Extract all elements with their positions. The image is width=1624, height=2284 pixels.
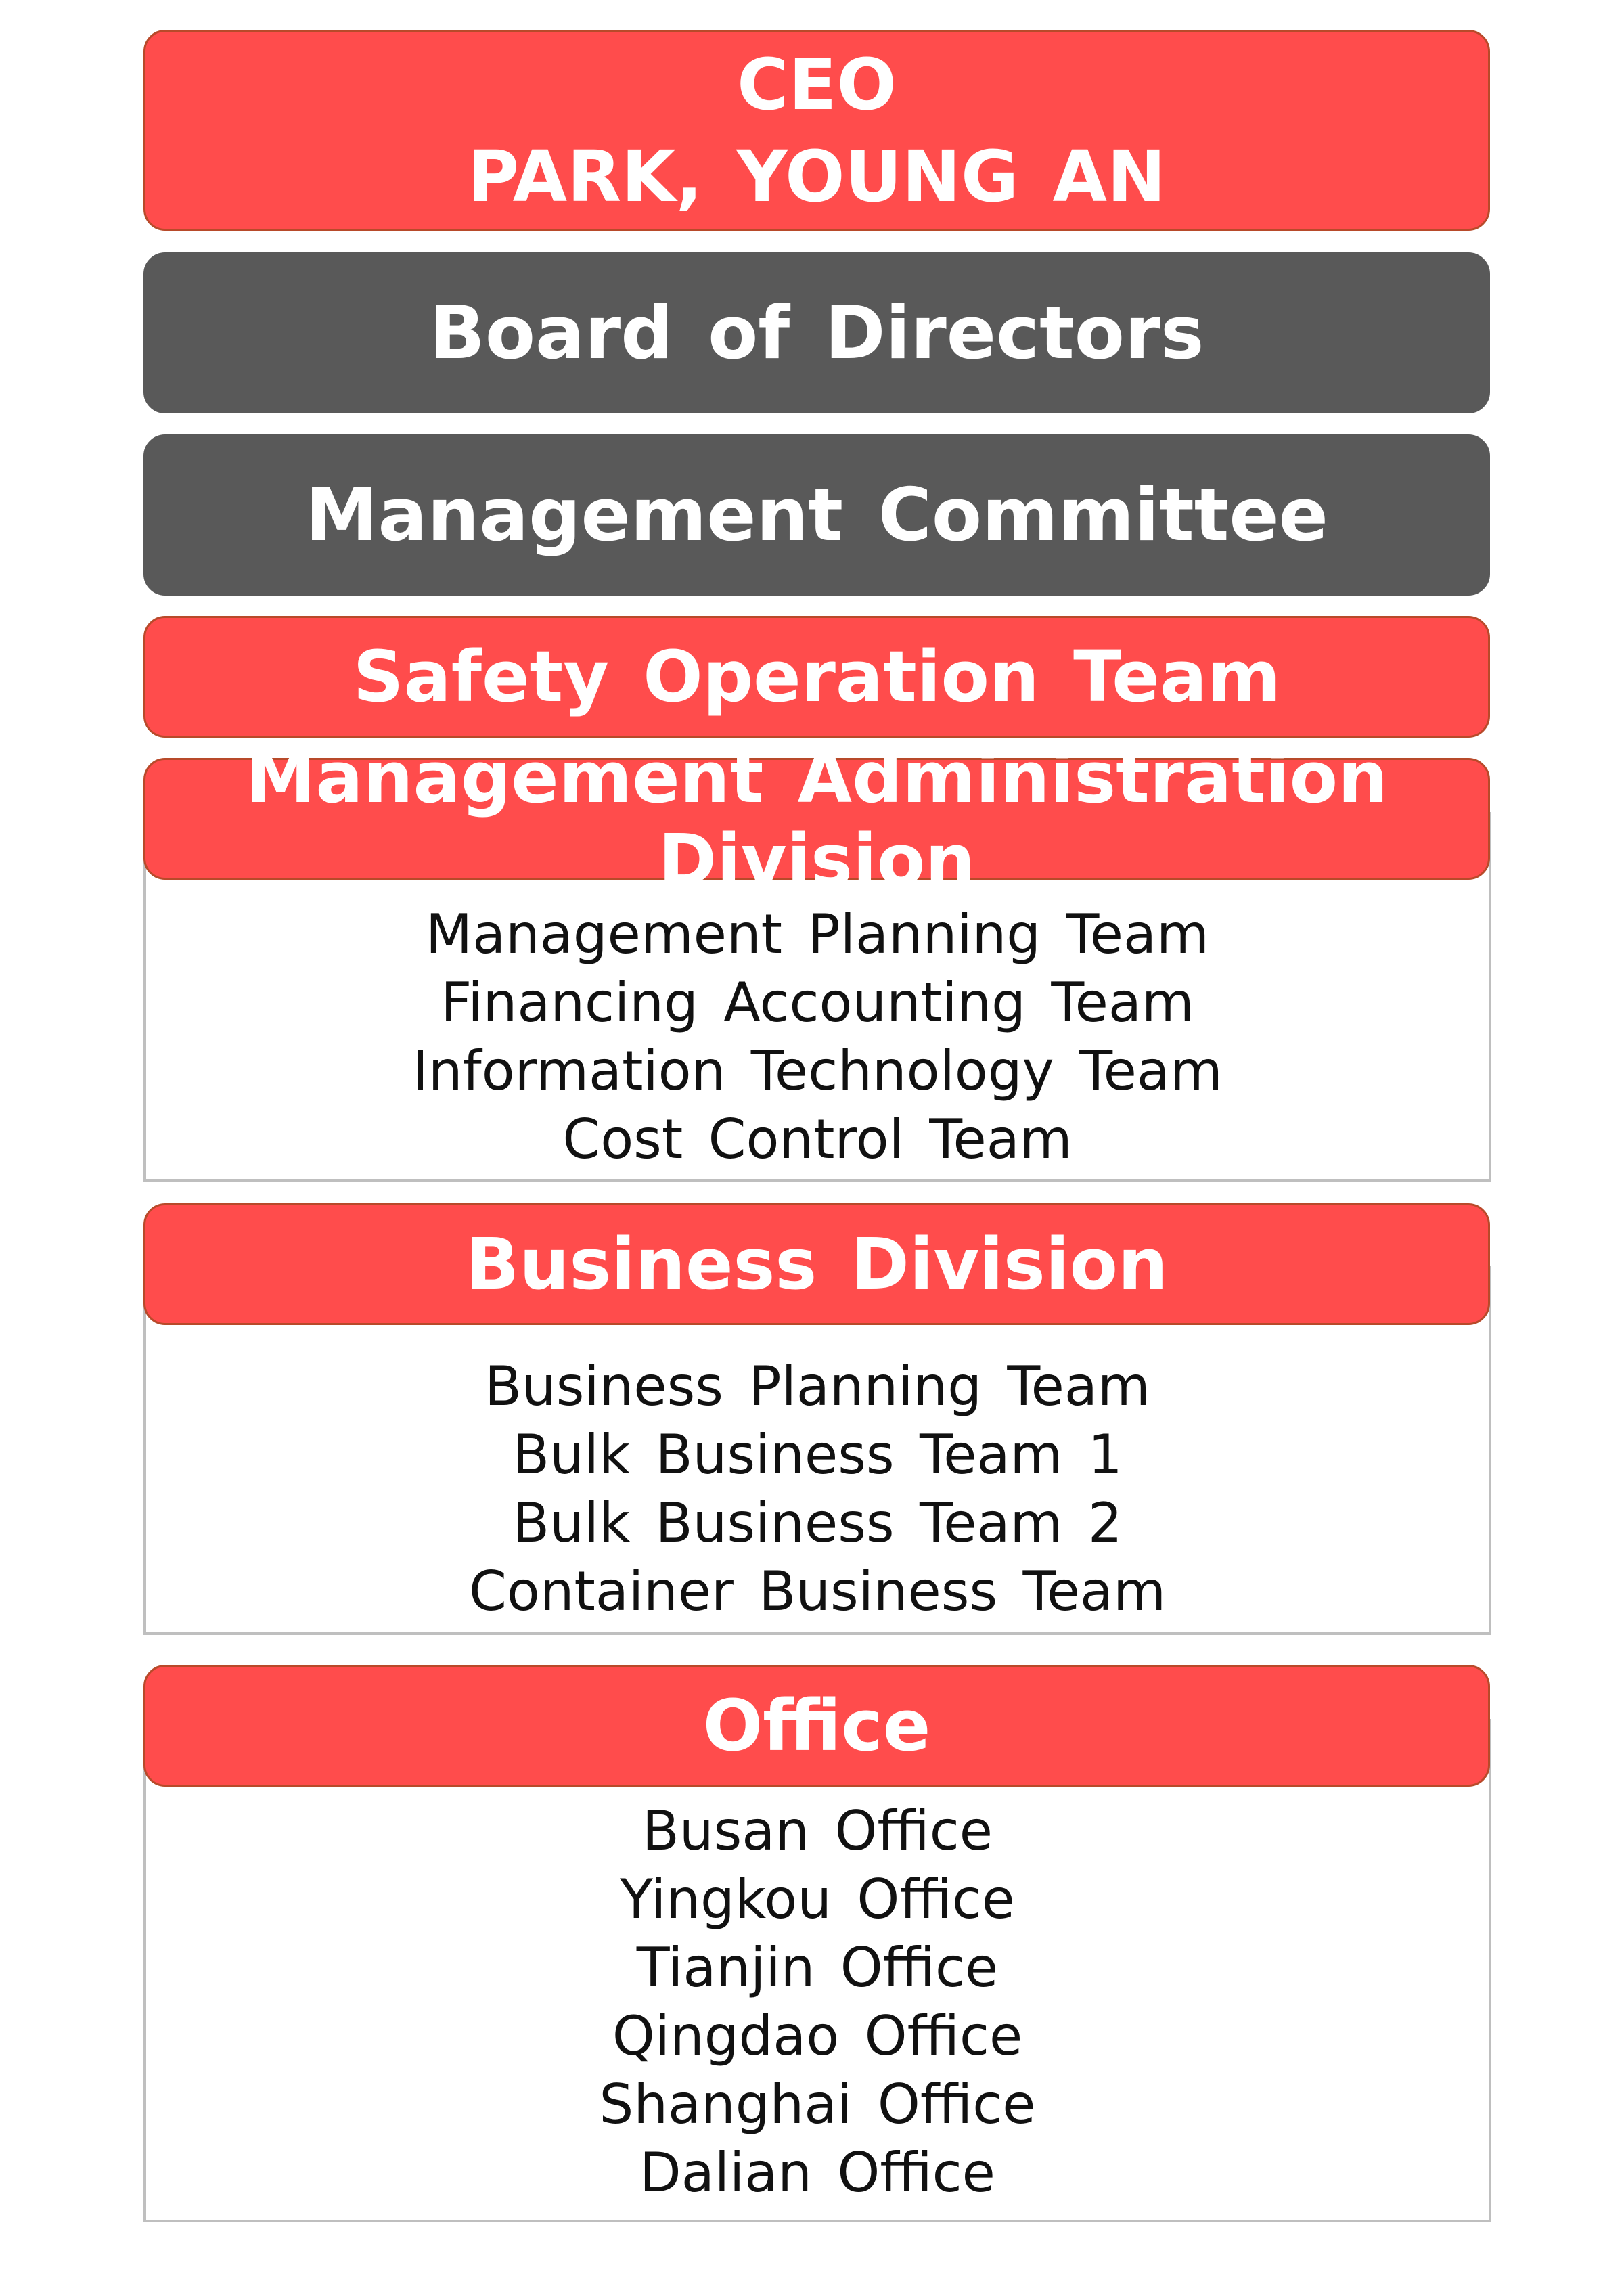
team-list-item: Cost Control Team — [562, 1108, 1073, 1171]
safety-operation-team-label: Safety Operation Team — [353, 635, 1281, 718]
business-division-header — [143, 1203, 1490, 1325]
team-list-item: Bulk Business Team 1 — [512, 1423, 1123, 1486]
management-admin-team-list — [143, 900, 1491, 1173]
management-admin-division-title: Management Administration Division — [245, 736, 1389, 901]
safety-operation-team-box — [143, 616, 1490, 738]
office-list-item: Qingdao Office — [612, 2005, 1023, 2067]
business-team-list — [143, 1352, 1491, 1626]
board-label: Board of Directors — [429, 290, 1204, 376]
board-of-directors-box — [143, 252, 1490, 413]
ceo-box — [143, 30, 1490, 231]
ceo-name: PARK, YOUNG AN — [467, 135, 1167, 218]
team-list-item: Financing Accounting Team — [441, 971, 1194, 1034]
management-admin-division-header — [143, 736, 1490, 901]
team-list-item: Business Planning Team — [484, 1355, 1150, 1418]
office-header — [143, 1665, 1490, 1787]
team-list-item: Container Business Team — [468, 1560, 1166, 1623]
office-list-item: Yingkou Office — [620, 1868, 1015, 1931]
team-list-item: Information Technology Team — [412, 1039, 1223, 1102]
office-location-list — [143, 1797, 1491, 2207]
office-list-item: Busan Office — [642, 1799, 993, 1862]
office-list-item: Tianjin Office — [636, 1936, 999, 1999]
management-committee-label: Management Committee — [305, 472, 1328, 558]
office-list-item: Dalian Office — [639, 2141, 995, 2204]
business-division-title: Business Division — [466, 1223, 1168, 1305]
ceo-title: CEO — [737, 43, 897, 126]
team-list-item: Bulk Business Team 2 — [512, 1492, 1123, 1554]
office-list-item: Shanghai Office — [599, 2073, 1036, 2136]
management-committee-box — [143, 434, 1490, 596]
team-list-item: Management Planning Team — [426, 903, 1209, 966]
office-title: Office — [702, 1684, 931, 1767]
